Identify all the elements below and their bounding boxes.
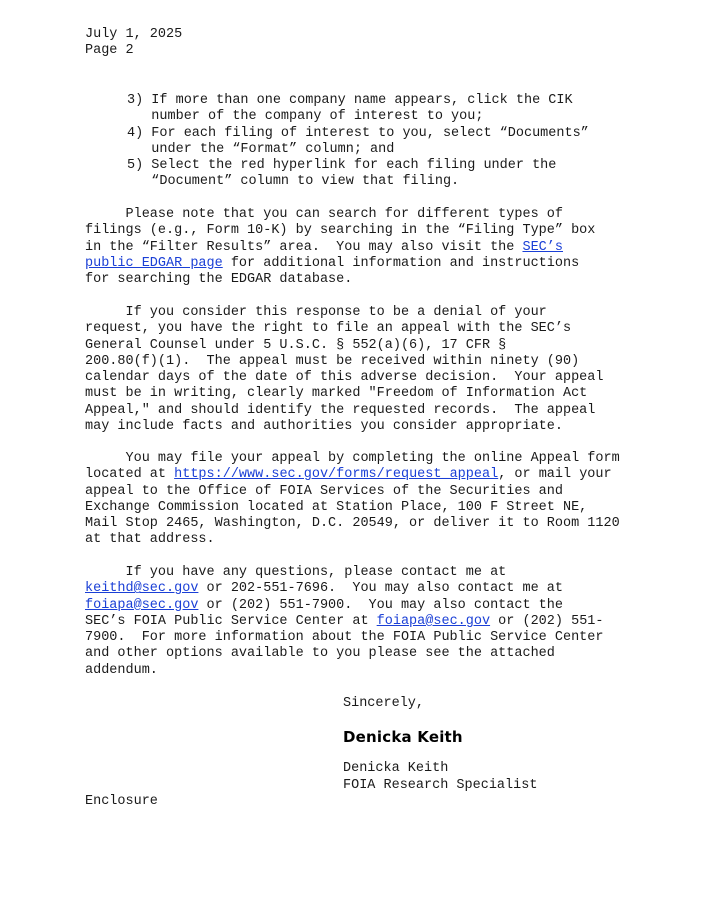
contact-text: or (202) 551- [490,613,604,629]
denial-paragraph [85,305,665,435]
edgar-link[interactable]: SEC’s [522,239,563,255]
contact-line [85,598,665,614]
appeal-line: at that address. [85,532,215,548]
search-line: filings (e.g., Form 10-K) by searching in the “Filing Type” box [85,223,596,239]
contact-text: or 202-551-7696. You may also contact me at [198,581,563,597]
step-5-line-2: “Document” column to view that filing. [127,174,460,190]
handwritten-signature: Denicka Keith [343,728,463,746]
denial-line: must be in writing, clearly marked "Freedom of Information Act [85,386,588,402]
contact-line: and other options available to you please see the attached [85,646,555,662]
step-5-line-1: 5) Select the red hyperlink for each filing under the [127,158,557,174]
enclosure-label: Enclosure [85,794,158,809]
step-4-line-2: under the “Format” column; and [127,141,395,157]
appeal-line: Mail Stop 2465, Washington, D.C. 20549, or deliver it to Room 1120 [85,516,620,532]
contact-line [85,614,665,630]
appeal-line: You may file your appeal by completing the online Appeal form [85,451,620,466]
search-line [85,256,665,272]
letter-date: July 1, 2025 [85,27,183,42]
search-text: for additional information and instructions [222,255,580,271]
denial-line: General Counsel under 5 U.S.C. § 552(a)(6), 17 CFR § [85,337,507,353]
contact-line [85,581,665,597]
email-link-keithd[interactable]: keithd@sec.gov [85,581,199,597]
contact-paragraph [85,565,665,679]
appeal-line [85,467,665,483]
search-paragraph [85,207,665,288]
search-line [85,240,665,256]
contact-line: If you have any questions, please contact me at [85,565,507,580]
page-number: Page 2 [85,43,134,58]
denial-line: calendar days of the date of this adverse decision. Your appeal [85,370,604,386]
appeal-form-link[interactable]: https://www.sec.gov/forms/request_appeal [174,467,499,483]
edgar-link[interactable]: public EDGAR page [85,255,223,271]
contact-line: 7900. For more information about the FOIA Public Service Center [85,630,604,646]
signer-name: Denicka Keith [343,761,449,776]
denial-line: Appeal," and should identify the requested records. The appeal [85,402,596,418]
denial-line: If you consider this response to be a denial of your [85,305,547,320]
steps-list [127,93,707,191]
contact-text: or (202) 551-7900. You may also contact the [198,597,563,613]
search-text: in the “Filter Results” area. You may also visit the [85,239,523,255]
email-link-foiapa[interactable]: foiapa@sec.gov [85,597,199,613]
appeal-text: located at [85,467,175,483]
contact-line: addendum. [85,662,158,678]
appeal-text: , or mail your [498,467,612,483]
appeal-paragraph [85,451,665,549]
email-link-foiapa[interactable]: foiapa@sec.gov [376,613,491,629]
search-line: Please note that you can search for different types of [85,207,563,222]
denial-line: 200.80(f)(1). The appeal must be received within ninety (90) [85,353,580,369]
signer-title: FOIA Research Specialist [343,778,538,793]
closing-sincerely: Sincerely, [343,696,425,711]
step-3-line-2: number of the company of interest to you; [127,109,484,125]
contact-text: SEC’s FOIA Public Service Center at [85,613,377,629]
appeal-line: Exchange Commission located at Station Place, 100 F Street NE, [85,499,588,515]
denial-line: may include facts and authorities you consider appropriate. [85,419,563,435]
step-4-line-1: 4) For each filing of interest to you, select “Documents” [127,125,589,141]
denial-line: request, you have the right to file an appeal with the SEC’s [85,321,572,337]
appeal-line: appeal to the Office of FOIA Services of the Securities and [85,483,563,499]
search-line: for searching the EDGAR database. [85,272,353,288]
step-3-line-1: 3) If more than one company name appears, click the CIK [127,93,573,108]
